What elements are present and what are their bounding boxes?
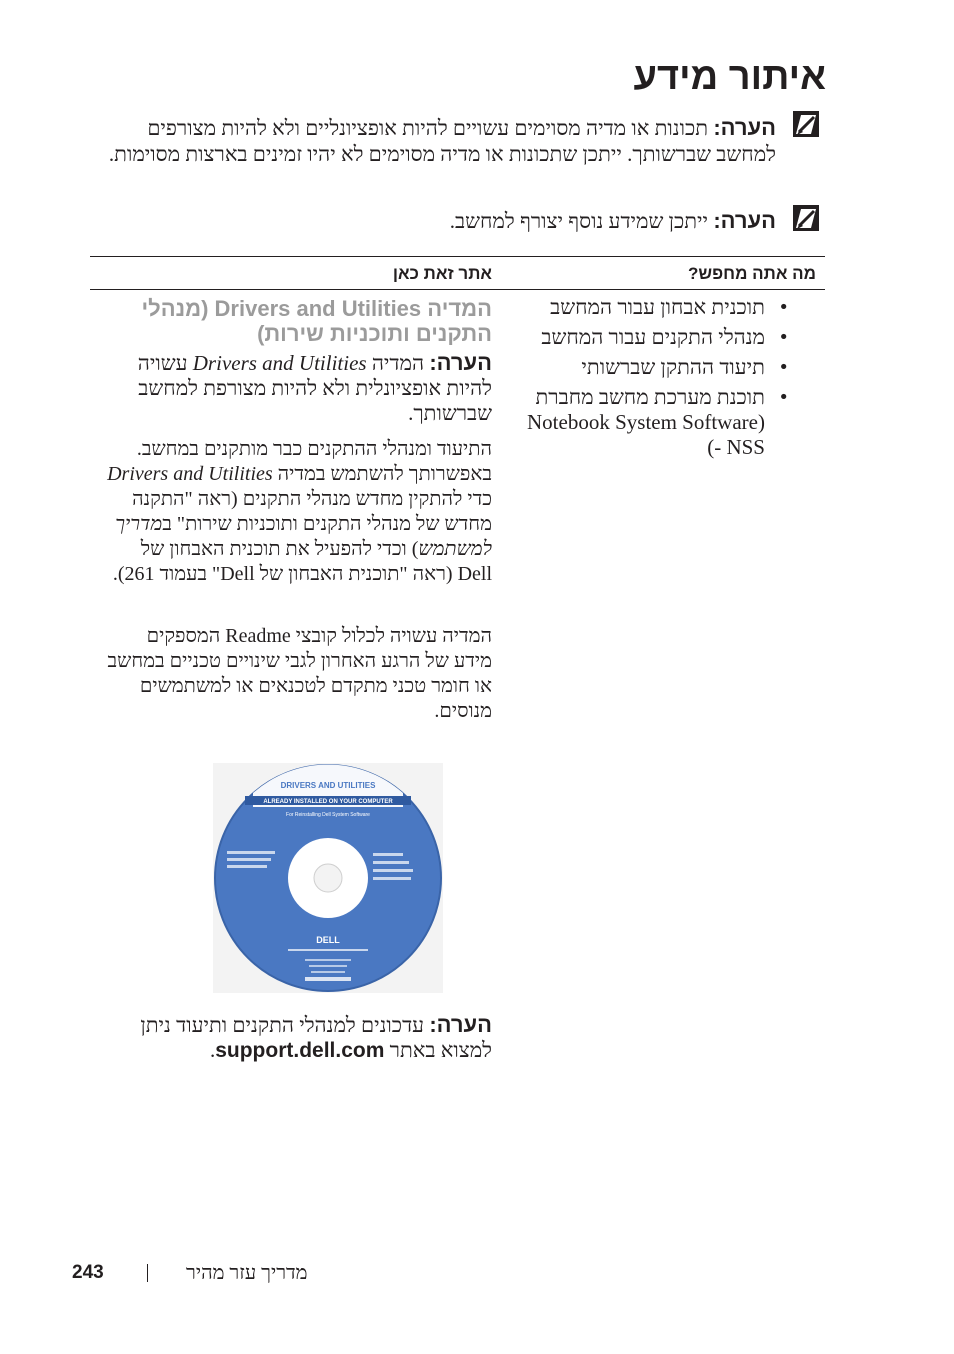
footer-divider (147, 1264, 148, 1282)
para-italic: מדריך למשתמש (115, 513, 492, 560)
note-1 (106, 115, 776, 167)
para-italic: Drivers and Utilities (107, 463, 273, 485)
note-label: הערה: (429, 350, 492, 375)
disc-logo: DELL (316, 935, 340, 945)
para-text: המדיה עשויה לכלול קובצי Readme המספקים מידע של הרגע האחרון לגבי שינויים טכניים במחשב או חומר טכני מתקדם לטכנאים או למשתמשים מנוסים. (107, 625, 492, 722)
note-label: הערה: (713, 115, 776, 140)
page-number: 243 (72, 1262, 104, 1283)
drivers-utilities-disc-image (213, 763, 443, 993)
media-paragraph-1 (107, 437, 492, 587)
header-looking-for: מה אתה מחפש? (688, 264, 816, 283)
looking-for-list (521, 295, 791, 465)
update-note (92, 1012, 492, 1063)
note-icon-2 (792, 204, 820, 237)
list-item: • תוכנית אבחון עבור המחשב (521, 295, 791, 320)
para-text: ) וכדי להפעיל את תוכנית האבחון של Dell (ראה "תוכנית האבחון של Dell" בעמוד 261). (112, 538, 492, 585)
table-header-rule (90, 289, 825, 290)
note-text: תכונות או מדיה מסוימים עשויים להיות אופציונליים ולא להיות מצורפים למחשב שברשותך. ייתכן שתכונות או מדיה מסוימים לא יהיו זמינים בארצות מסוימות. (108, 116, 776, 166)
list-item: • מנהלי התקנים עבור המחשב (521, 325, 791, 350)
list-item: • תוכנת מערכת מחשב מחברת (Notebook System Software - NSS) (521, 385, 791, 460)
note-italic: Drivers and Utilities (192, 351, 367, 375)
disc-subtitle: For Reinstalling Dell System Software (286, 812, 370, 818)
note-text-after: עשויה להיות אופציונלית ולא להיות מצורפת למחשב שברשותך. (137, 351, 492, 425)
footer-guide-title: מדריך עזר מהיר (186, 1262, 308, 1284)
table-top-rule (90, 256, 825, 257)
support-link[interactable]: support.dell.com (215, 1039, 385, 1062)
para-text: התיעוד ומנהלי ההתקנים כבר מותקנים במחשב. באפשרותך להשתמש במדיה (136, 438, 492, 485)
disc-title: DRIVERS AND UTILITIES (280, 781, 376, 790)
note-label: הערה: (429, 1012, 492, 1037)
media-note (107, 350, 492, 426)
header-find-here: אתר זאת כאן (392, 264, 492, 283)
list-item: • תיעוד ההתקן שברשותי (521, 355, 791, 380)
disc-band: ALREADY INSTALLED ON YOUR COMPUTER (263, 799, 393, 805)
note-2 (106, 208, 776, 234)
note-icon-1 (792, 110, 820, 143)
note-label: הערה: (713, 208, 776, 233)
note-text: ייתכן שמידע נוסף יצורף למחשב. (449, 209, 709, 233)
media-paragraph-2 (107, 624, 492, 724)
para-text: כדי להתקין מחדש מנהלי התקנים (ראה "התקנה מחדש של מנהלי התקנים ותוכניות שירות" ב (132, 488, 492, 535)
note-end: . (209, 1038, 216, 1062)
note-text: עדכונים למנהלי התקנים ותיעוד ניתן למצוא באתר (140, 1013, 492, 1062)
media-heading: המדיה Drivers and Utilities (מנהלי התקנים ותוכניות שירות) (141, 296, 492, 346)
note-text-before: המדיה (371, 351, 425, 375)
page-title: איתור מידע (633, 56, 826, 98)
